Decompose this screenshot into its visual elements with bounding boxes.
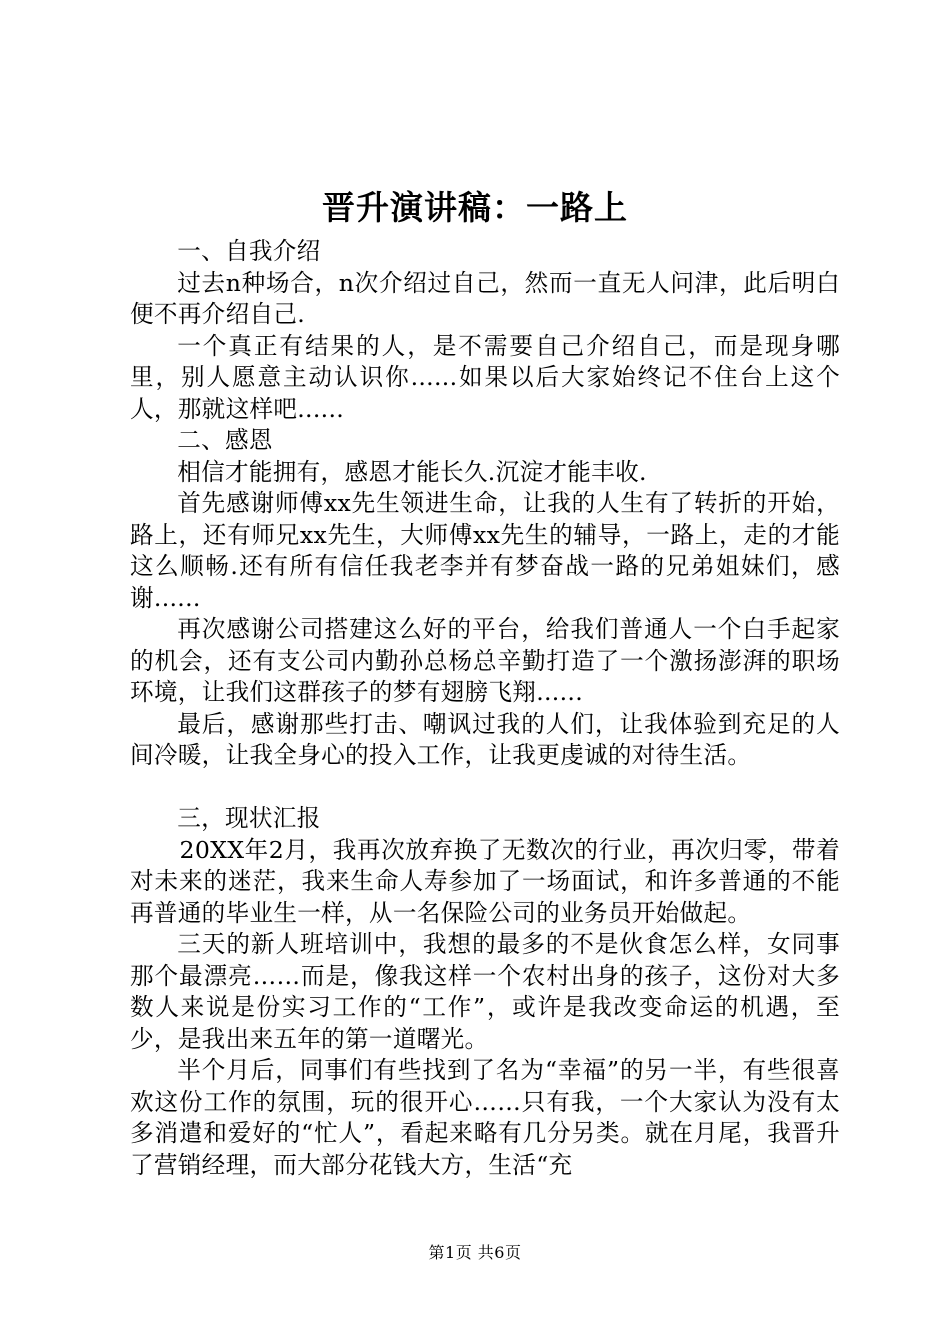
page-footer: 第1页 共6页 <box>428 1243 522 1262</box>
paragraph: 相信才能拥有，感恩才能长久.沉淀才能丰收. <box>177 457 647 486</box>
paragraph: 半个月后，同事们有些找到了名为“幸福”的另一半，有些很喜欢这份工作的氛围，玩的很开心……只有我，一个大家认为没有太多消遣和爱好的“忙人”，看起来略有几分另类。就在月尾，我晋升了营销经理，而大部分花钱大方，生活“充 <box>130 1056 840 1179</box>
heading-status-report: 三，现状汇报 <box>177 804 321 832</box>
paragraph: 三天的新人班培训中，我想的最多的不是伙食怎么样，女同事那个最漂亮……而是，像我这样一个农村出身的孩子，这份对大多数人来说是份实习工作的“工作”，或许是我改变命运的机遇，至少，是我出来五年的第一道曙光。 <box>130 930 840 1053</box>
heading-self-intro: 一、自我介绍 <box>177 237 321 265</box>
heading-gratitude: 二、感恩 <box>177 426 273 454</box>
paragraph: 过去n种场合，n次介绍过自己，然而一直无人问津，此后明白便不再介绍自己. <box>130 268 840 328</box>
paragraph: 最后，感谢那些打击、嘲讽过我的人们，让我体验到充足的人间冷暖，让我全身心的投入工作，让我更虔诚的对待生活。 <box>130 709 840 769</box>
paragraph: 再次感谢公司搭建这么好的平台，给我们普通人一个白手起家的机会，还有支公司内勤孙总杨总辛勤打造了一个激扬澎湃的职场环境，让我们这群孩子的梦有翅膀飞翔...... <box>130 615 840 706</box>
paragraph: 首先感谢师傅xx先生领进生命，让我的人生有了转折的开始，路上，还有师兄xx先生，大师傅xx先生的辅导，一路上，走的才能这么顺畅.还有所有信任我老李并有梦奋战一路的兄弟姐妹们，感谢...... <box>130 489 840 612</box>
paragraph: 20XX年2月，我再次放弃换了无数次的行业，再次归零，带着对未来的迷茫，我来生命人寿参加了一场面试，和许多普通的不能再普通的毕业生一样，从一名保险公司的业务员开始做起。 <box>130 835 840 927</box>
paragraph: 一个真正有结果的人，是不需要自己介绍自己，而是现身哪里，别人愿意主动认识你......如果以后大家始终记不住台上这个人，那就这样吧...... <box>130 331 840 423</box>
document-title: 晋升演讲稿：一路上 <box>322 188 628 227</box>
blank-line <box>130 772 840 804</box>
document-body <box>130 236 840 1181</box>
